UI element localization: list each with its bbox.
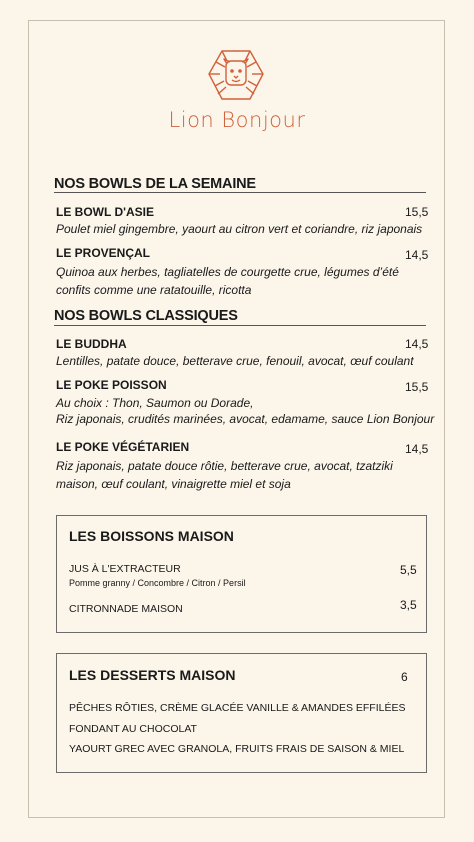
menu-item-price: 14,5 (405, 442, 429, 456)
menu-item-name: CITRONNADE MAISON (69, 603, 183, 615)
menu-item-price: 3,5 (400, 598, 417, 612)
menu-item-price: 14,5 (405, 337, 429, 351)
section-divider (54, 325, 426, 326)
section-title-boissons: LES BOISSONS MAISON (69, 528, 234, 544)
menu-item-price: 14,5 (405, 248, 429, 262)
section-title-desserts: LES DESSERTS MAISON (69, 667, 236, 683)
menu-item-name: LE POKE VÉGÉTARIEN (56, 440, 190, 454)
menu-item-name: LE BUDDHA (56, 337, 127, 351)
list-item: YAOURT GREC AVEC GRANOLA, FRUITS FRAIS DE SAISON & MIEL (69, 743, 405, 755)
brand-name: Lion Bonjour (168, 108, 306, 132)
menu-item-name: LE PROVENÇAL (56, 246, 151, 260)
menu-item-name: LE BOWL D'ASIE (56, 205, 154, 219)
list-item: PÊCHES RÔTIES, CRÈME GLACÉE VANILLE & AMANDES EFFILÉES (69, 702, 406, 714)
menu-item-description: Au choix : Thon, Saumon ou Dorade, (56, 396, 254, 410)
section-title-bowls-classiques: NOS BOWLS CLASSIQUES (54, 308, 238, 324)
menu-item-description: Quinoa aux herbes, tagliatelles de courgette crue, légumes d’été confits comme une ratatouille, ricotta (56, 265, 399, 297)
menu-item-price: 15,5 (405, 205, 429, 219)
menu-item-description: Riz japonais, crudités marinées, avocat, edamame, sauce Lion Bonjour (56, 412, 435, 426)
menu-item-name: JUS À L'EXTRACTEUR (69, 563, 181, 575)
lion-logo-icon (208, 50, 264, 100)
menu-item-description: Pomme granny / Concombre / Citron / Persil (69, 578, 246, 588)
section-divider (54, 192, 426, 193)
section-title-bowls-semaine: NOS BOWLS DE LA SEMAINE (54, 176, 256, 192)
menu-item-price: 6 (401, 670, 408, 684)
menu-item-price: 15,5 (405, 380, 429, 394)
menu-item-description: Poulet miel gingembre, yaourt au citron vert et coriandre, riz japonais (56, 222, 423, 236)
menu-item-price: 5,5 (400, 563, 417, 577)
menu-item-name: LE POKE POISSON (56, 378, 167, 392)
menu-item-description: Riz japonais, patate douce rôtie, betterave crue, avocat, tzatziki maison, œuf coulant, vinaigrette miel et soja (56, 459, 393, 491)
list-item: FONDANT AU CHOCOLAT (69, 723, 197, 735)
menu-item-description: Lentilles, patate douce, betterave crue, fenouil, avocat, œuf coulant (56, 354, 414, 368)
